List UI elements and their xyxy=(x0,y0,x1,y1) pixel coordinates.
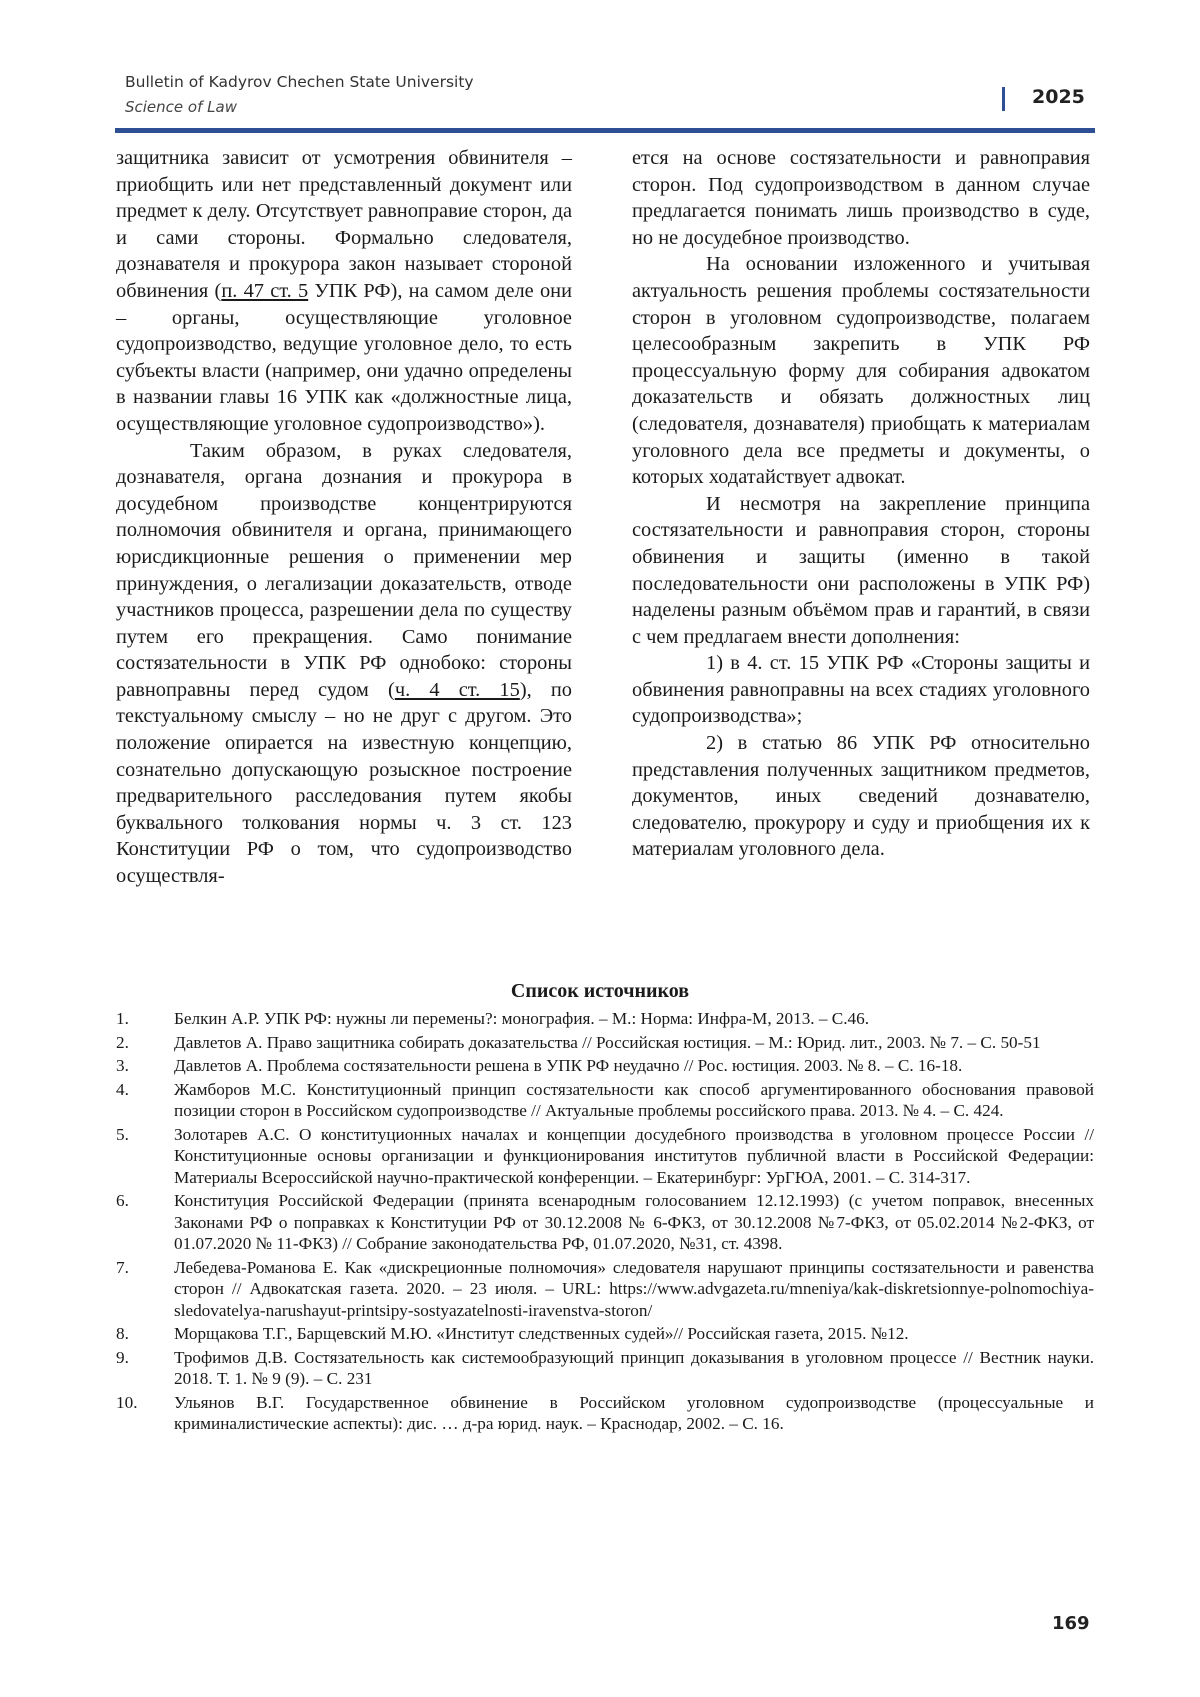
right-paragraph-2: На основании изложенного и учитывая актуальность решения проблемы состязательности сторон в уголовном судопроизводстве, полагаем целесообразным закрепить в УПК РФ процессуальную форму для собирания адвокатом доказательств и обязать должностных лиц (следователя, дознавателя) приобщать к материалам уголовного дела все предметы и документы, о которых ходатайствует адвокат. xyxy=(632,251,1090,490)
reference-text: Трофимов Д.В. Состязательность как системообразующий принцип доказывания в уголовном процессе // Вестник науки. 2018. Т. 1. № 9 (9). – С. 231 xyxy=(174,1347,1094,1390)
reference-number: 1. xyxy=(116,1008,174,1030)
left-column xyxy=(116,145,572,890)
reference-item xyxy=(116,1190,1094,1255)
page-number: 169 xyxy=(1052,1613,1090,1634)
reference-number: 10. xyxy=(116,1392,174,1435)
left-paragraph-1-text-b: УПК РФ), на самом деле они – органы, осуществляющие уголовное судопроизводство, ведущие уголовное дело, то есть субъекты власти (например, они удачно определены в названии главы 16 УПК как «должностные лица, осуществляющие уголовное судопроизводство»). xyxy=(116,280,572,435)
journal-title: Bulletin of Kadyrov Chechen State University xyxy=(125,73,474,91)
reference-item xyxy=(116,1124,1094,1189)
reference-item xyxy=(116,1392,1094,1435)
law-reference-link[interactable]: ч. 4 ст. 15 xyxy=(395,679,520,701)
left-paragraph-1 xyxy=(116,145,572,438)
running-header xyxy=(125,73,1095,133)
reference-text: Конституция Российской Федерации (принята всенародным голосованием 12.12.1993) (с учетом поправок, внесенных Законами РФ о поправках к Конституции РФ от 30.12.2008 № 6-ФКЗ, от 30.12.2008 №7-ФКЗ, от 05.02.2014 №2-ФКЗ, от 01.07.2020 № 11-ФКЗ) // Собрание законодательства РФ, 01.07.2020, №31, ст. 4398. xyxy=(174,1190,1094,1255)
reference-item xyxy=(116,1079,1094,1122)
reference-number: 8. xyxy=(116,1323,174,1345)
reference-number: 3. xyxy=(116,1055,174,1077)
year-divider xyxy=(1002,87,1005,111)
left-paragraph-2-text-b: ), по текстуальному смыслу – но не друг с другом. Это положение опирается на известную концепцию, сознательно допускающую розыскное построение предварительного расследования путем якобы буквального толкования нормы ч. 3 ст. 123 Конституции РФ о том, что судопроизводство осуществля- xyxy=(116,679,572,887)
right-paragraph-3: И несмотря на закрепление принципа состязательности и равноправия сторон, стороны обвинения и защиты (именно в такой последовательности они расположены в УПК РФ) наделены разным объёмом прав и гарантий, в связи с чем предлагаем внести дополнения: xyxy=(632,491,1090,651)
reference-item xyxy=(116,1257,1094,1322)
reference-item xyxy=(116,1055,1094,1077)
reference-text: Ульянов В.Г. Государственное обвинение в Российском уголовном судопроизводстве (процессуальные и криминалистические аспекты): дис. … д-ра юрид. наук. – Краснодар, 2002. – С. 16. xyxy=(174,1392,1094,1435)
reference-text: Жамборов М.С. Конституционный принцип состязательности как способ аргументированного обоснования правовой позиции сторон в Российском судопроизводстве // Актуальные проблемы российского права. 2013. № 4. – С. 424. xyxy=(174,1079,1094,1122)
reference-number: 6. xyxy=(116,1190,174,1255)
reference-text: Давлетов А. Проблема состязательности решена в УПК РФ неудачно // Рос. юстиция. 2003. № 8. – С. 16-18. xyxy=(174,1055,1094,1077)
journal-section: Science of Law xyxy=(125,98,237,116)
left-paragraph-1-text-a: защитника зависит от усмотрения обвинителя – приобщить или нет представленный документ или предмет к делу. Отсутствует равноправие сторон, да и сами стороны. Формально следователя, дознавателя и прокурора закон называет стороной обвинения ( xyxy=(116,147,572,302)
references-list xyxy=(116,1008,1094,1437)
reference-item xyxy=(116,1008,1094,1030)
reference-text: Давлетов А. Право защитника собирать доказательства // Российская юстиция. – М.: Юрид. лит., 2003. № 7. – С. 50-51 xyxy=(174,1032,1094,1054)
reference-text: Белкин А.Р. УПК РФ: нужны ли перемены?: монография. – М.: Норма: Инфра-М, 2013. – С.46. xyxy=(174,1008,1094,1030)
reference-item xyxy=(116,1347,1094,1390)
reference-text: Лебедева-Романова Е. Как «дискреционные полномочия» следователя нарушают принципы состязательности и равенства сторон // Адвокатская газета. 2020. – 23 июля. – URL: https://www.advgazeta.ru/mneniya/kak-diskretsionnye-polnomochiya-sledovatelya-narushayut-printsipy-sostyazatelnosti-iravenstva-storon/ xyxy=(174,1257,1094,1322)
left-paragraph-2 xyxy=(116,438,572,890)
reference-item xyxy=(116,1032,1094,1054)
right-paragraph-4: 1) в 4. ст. 15 УПК РФ «Стороны защиты и обвинения равноправны на всех стадиях уголовного судопроизводства»; xyxy=(632,650,1090,730)
reference-number: 9. xyxy=(116,1347,174,1390)
reference-text: Морщакова Т.Г., Барщевский М.Ю. «Институт следственных судей»// Российская газета, 2015. №12. xyxy=(174,1323,1094,1345)
right-paragraph-1: ется на основе состязательности и равноправия сторон. Под судопроизводством в данном случае предлагается понимать лишь производство в суде, но не досудебное производство. xyxy=(632,145,1090,251)
journal-year: 2025 xyxy=(1032,86,1085,108)
references-title: Список источников xyxy=(0,980,1200,1003)
reference-number: 5. xyxy=(116,1124,174,1189)
right-paragraph-5: 2) в статью 86 УПК РФ относительно представления полученных защитником предметов, документов, иных сведений дознавателю, следователю, прокурору и суду и приобщения их к материалам уголовного дела. xyxy=(632,730,1090,863)
header-rule xyxy=(115,128,1095,133)
reference-number: 4. xyxy=(116,1079,174,1122)
left-paragraph-2-text-a: Таким образом, в руках следователя, дознавателя, органа дознания и прокурора в досудебном производстве концентрируются полномочия обвинителя и органа, принимающего юрисдикционные решения о применении мер принуждения, о легализации доказательств, отводе участников процесса, разрешении дела по существу путем его прекращения. Само понимание состязательности в УПК РФ однобоко: стороны равноправны перед судом ( xyxy=(116,440,572,701)
right-column xyxy=(632,145,1090,863)
reference-number: 7. xyxy=(116,1257,174,1322)
reference-text: Золотарев А.С. О конституционных началах и концепции досудебного производства в уголовном процессе России // Конституционные основы организации и функционирования институтов публичной власти в Российской Федерации: Материалы Всероссийской научно-практической конференции. – Екатеринбург: УрГЮА, 2001. – С. 314-317. xyxy=(174,1124,1094,1189)
reference-number: 2. xyxy=(116,1032,174,1054)
law-reference-link[interactable]: п. 47 ст. 5 xyxy=(221,280,308,302)
reference-item xyxy=(116,1323,1094,1345)
